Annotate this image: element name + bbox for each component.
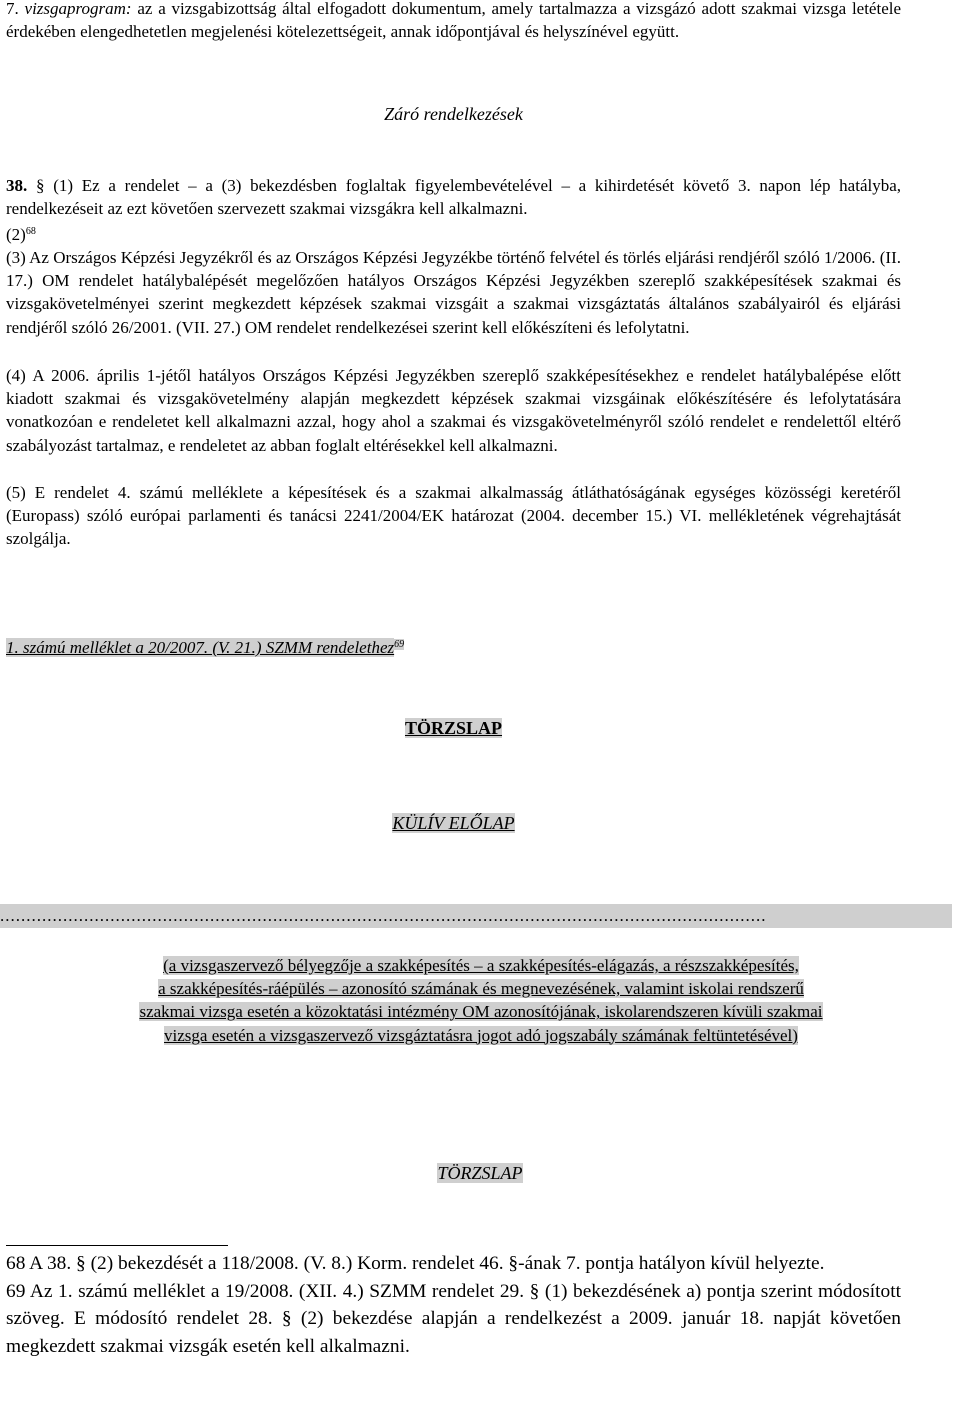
section-38-text: (1) Ez a rendelet – a (3) bekezdésben foglaltak figyelembevételével – a kihirdetését követő 3. napon lép hatályba, rendelkezéseit az ezt követően szervezett szakmai vizsgákra kell alkalmazni. <box>6 176 902 219</box>
stamp-line-4: vizsga esetén a vizsgaszervező vizsgáztatásra jogot adó jogszabály számának feltüntetésével) <box>164 1025 798 1045</box>
annex-subtitle <box>6 812 901 835</box>
section-38-paragraph-2 <box>6 223 901 246</box>
section-38-number: 38. <box>6 176 28 195</box>
stamp-instructions <box>0 954 960 1047</box>
footnote-68: 68 A 38. § (2) bekezdését a 118/2008. (V. 8.) Korm. rendelet 46. §-ának 7. pontja hatályon kívül helyezte. <box>6 1253 825 1274</box>
footnote-separator <box>6 1245 228 1246</box>
stamp-line-3: szakmai vizsga esetén a közoktatási intézmény OM azonosítójának, iskolarendszeren kívüli szakmai <box>139 1002 823 1022</box>
annex-subtitle-text: KÜLÍV ELŐLAP <box>392 813 515 833</box>
annex-heading <box>6 636 901 659</box>
section-38-paragraph-4: (4) A 2006. április 1-jétől hatályos Országos Képzési Jegyzékben szereplő szakképesítésekhez e rendelet hatálybalépése előtt kiadott szakmai és vizsgakövetelmény alapján megkezdett képzések szakmai vizsgáinak előkészítésére és lefolytatására vonatkozóan e rendeletet kell alkalmazni azzal, hogy ahol a szakmai és vizsgakövetelményről szóló rendelet e rendelettől eltérő szabályozást tartalmaz, e rendeletet az abban foglalt eltérésekkel kell alkalmazni. <box>6 366 901 455</box>
footnote-ref-68: 68 <box>25 226 36 237</box>
stamp-line-1: (a vizsgaszervező bélyegzője a szakképesítés – a szakképesítés-elágazás, a részszakképesítés, <box>163 956 799 975</box>
section-38-paragraph-5: (5) E rendelet 4. számú melléklete a képesítések és a szakmai alkalmasság átláthatóságának egységes közösségi keretéről (Europass) szóló európai parlamenti és tanácsi 2241/2004/EK határozat (2004. december 15.) VI. mellékletének végrehajtását szolgálja. <box>6 483 901 549</box>
annex-title-text: TÖRZSLAP <box>404 718 503 738</box>
annex-heading-text: 1. számú melléklet a 20/2007. (V. 21.) SZMM rendelethez <box>6 638 395 657</box>
stamp-line-2: a szakképesítés-ráépülés – azonosító számának és megnevezésének, valamint iskolai rendszerű <box>158 979 804 999</box>
bottom-title-text: TÖRZSLAP <box>437 1163 523 1183</box>
item-7-number: 7. <box>6 0 19 18</box>
item-7-term: vizsgaprogram: <box>24 0 132 18</box>
section-38-paragraph-1 <box>6 174 901 220</box>
section-sign: § <box>35 176 45 195</box>
annex-title <box>6 717 901 740</box>
footnote-ref-69: 69 <box>394 639 405 650</box>
footnote-69: 69 Az 1. számú melléklet a 19/2008. (XII. 4.) SZMM rendelet 29. § (1) bekezdésének a) pontja szerint módosított szöveg. E módosító rendelet 28. § (2) bekezdése alapján a rendelkezést a 2009. január 18. napját követően megkezdett szakmai vizsgák esetén kell alkalmazni. <box>6 1280 901 1357</box>
paragraph-2-label: (2) <box>6 225 26 244</box>
dotted-fill-line: .................................................................................................................................................. <box>0 904 952 928</box>
section-38-paragraph-3: (3) Az Országos Képzési Jegyzékről és az Országos Képzési Jegyzékbe történő felvétel és törlés eljárási rendjéről szóló 1/2006. (II. 17.) OM rendelet hatálybalépését megelőzően hatályos Országos Képzési Jegyzékben szereplő szakképesítések szakmai és vizsgakövetelményei szerint megkezdett képzések szakmai vizsgáit a szakmai vizsgáztatás általános szabályairól és eljárási rendjéről szóló 26/2001. (VII. 27.) OM rendelet rendelkezései szerint kell előkészíteni és lefolytatni. <box>6 248 901 337</box>
item-7 <box>6 0 901 43</box>
footnotes <box>6 1250 901 1360</box>
item-7-text: az a vizsgabizottság által elfogadott dokumentum, amely tartalmazza a vizsgázó adott szakmai vizsga letétele érdekében elengedhetetlen megjelenési kötelezettségeit, annak időpontjával és helyszínével együtt. <box>6 0 902 42</box>
bottom-title <box>6 1162 954 1185</box>
section-title: Záró rendelkezések <box>384 104 523 124</box>
